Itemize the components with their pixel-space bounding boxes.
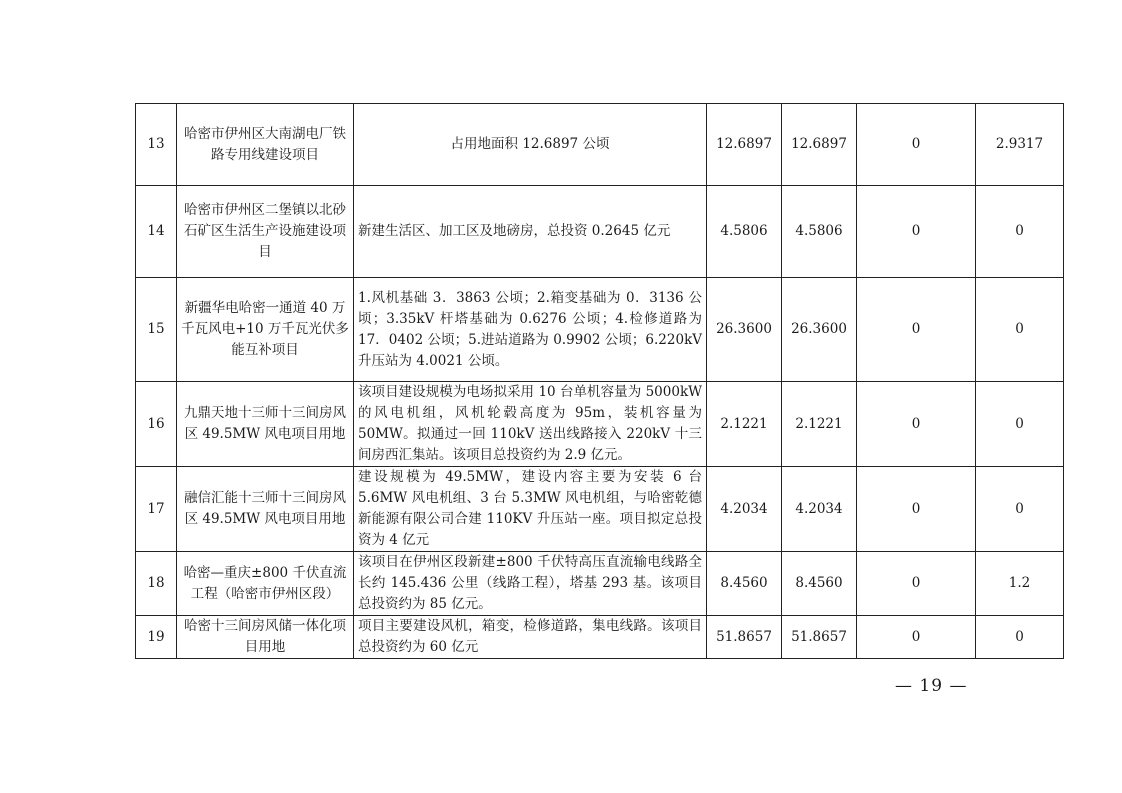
value-cell: 8.4560: [782, 552, 857, 616]
value-cell: 0: [976, 186, 1064, 278]
value-cell: 0: [976, 467, 1064, 552]
project-name: 新疆华电哈密一通道 40 万千瓦风电+10 万千瓦光伏多能互补项目: [177, 278, 354, 382]
value-cell: 4.2034: [782, 467, 857, 552]
row-number: 14: [136, 186, 177, 278]
row-number: 19: [136, 616, 177, 659]
project-description: 该项目建设规模为电场拟采用 10 台单机容量为 5000kW 的风电机组，风机轮毂高度为 95m，装机容量为 50MW。拟通过一回 110kV 送出线路接入 220kV 十三间房西汇集站。该项目总投资约为 2.9 亿元。: [354, 382, 707, 467]
value-cell: 26.3600: [782, 278, 857, 382]
page-number: — 19 —: [895, 676, 968, 696]
project-description: 项目主要建设风机，箱变，检修道路，集电线路。该项目总投资约为 60 亿元: [354, 616, 707, 659]
row-number: 17: [136, 467, 177, 552]
table-row: [136, 382, 1064, 467]
value-cell: 26.3600: [707, 278, 782, 382]
table-row: [136, 186, 1064, 278]
value-cell: 12.6897: [707, 104, 782, 186]
value-cell: 4.5806: [707, 186, 782, 278]
value-cell: 0: [857, 552, 976, 616]
value-cell: 0: [857, 186, 976, 278]
table-row: [136, 552, 1064, 616]
row-number: 15: [136, 278, 177, 382]
row-number: 18: [136, 552, 177, 616]
project-description: 新建生活区、加工区及地磅房，总投资 0.2645 亿元: [354, 186, 707, 278]
project-description: 建设规模为 49.5MW，建设内容主要为安装 6 台 5.6MW 风电机组、3 台 5.3MW 风电机组，与哈密乾德新能源有限公司合建 110KV 升压站一座。项目拟定总投资为 4 亿元: [354, 467, 707, 552]
project-description: 1.风机基础 3．3863 公顷；2.箱变基础为 0．3136 公顷；3.35kV 杆塔基础为 0.6276 公顷；4.检修道路为 17．0402 公顷；5.进站道路为 0.9902 公顷；6.220kV 升压站为 4.0021 公顷。: [354, 278, 707, 382]
value-cell: 2.9317: [976, 104, 1064, 186]
value-cell: 4.5806: [782, 186, 857, 278]
project-description: 该项目在伊州区段新建±800 千伏特高压直流输电线路全长约 145.436 公里（线路工程），塔基 293 基。该项目总投资约为 85 亿元。: [354, 552, 707, 616]
table-row: [136, 278, 1064, 382]
value-cell: 0: [857, 382, 976, 467]
project-name: 哈密市伊州区二堡镇以北砂石矿区生活生产设施建设项目: [177, 186, 354, 278]
project-name: 哈密市伊州区大南湖电厂铁路专用线建设项目: [177, 104, 354, 186]
row-number: 16: [136, 382, 177, 467]
value-cell: 51.8657: [707, 616, 782, 659]
value-cell: 0: [857, 616, 976, 659]
value-cell: 51.8657: [782, 616, 857, 659]
land-use-table: [135, 103, 1064, 659]
value-cell: 0: [857, 467, 976, 552]
value-cell: 4.2034: [707, 467, 782, 552]
project-name: 哈密十三间房风储一体化项目用地: [177, 616, 354, 659]
value-cell: 0: [857, 278, 976, 382]
value-cell: 2.1221: [707, 382, 782, 467]
project-description: 占用地面积 12.6897 公顷: [354, 104, 707, 186]
project-name: 融信汇能十三师十三间房风区 49.5MW 风电项目用地: [177, 467, 354, 552]
value-cell: 0: [976, 278, 1064, 382]
table-row: [136, 616, 1064, 659]
value-cell: 1.2: [976, 552, 1064, 616]
value-cell: 0: [976, 382, 1064, 467]
value-cell: 0: [857, 104, 976, 186]
table-row: [136, 467, 1064, 552]
table-row: [136, 104, 1064, 186]
value-cell: 12.6897: [782, 104, 857, 186]
value-cell: 0: [976, 616, 1064, 659]
project-name: 哈密—重庆±800 千伏直流工程（哈密市伊州区段）: [177, 552, 354, 616]
value-cell: 2.1221: [782, 382, 857, 467]
row-number: 13: [136, 104, 177, 186]
project-name: 九鼎天地十三师十三间房风区 49.5MW 风电项目用地: [177, 382, 354, 467]
value-cell: 8.4560: [707, 552, 782, 616]
